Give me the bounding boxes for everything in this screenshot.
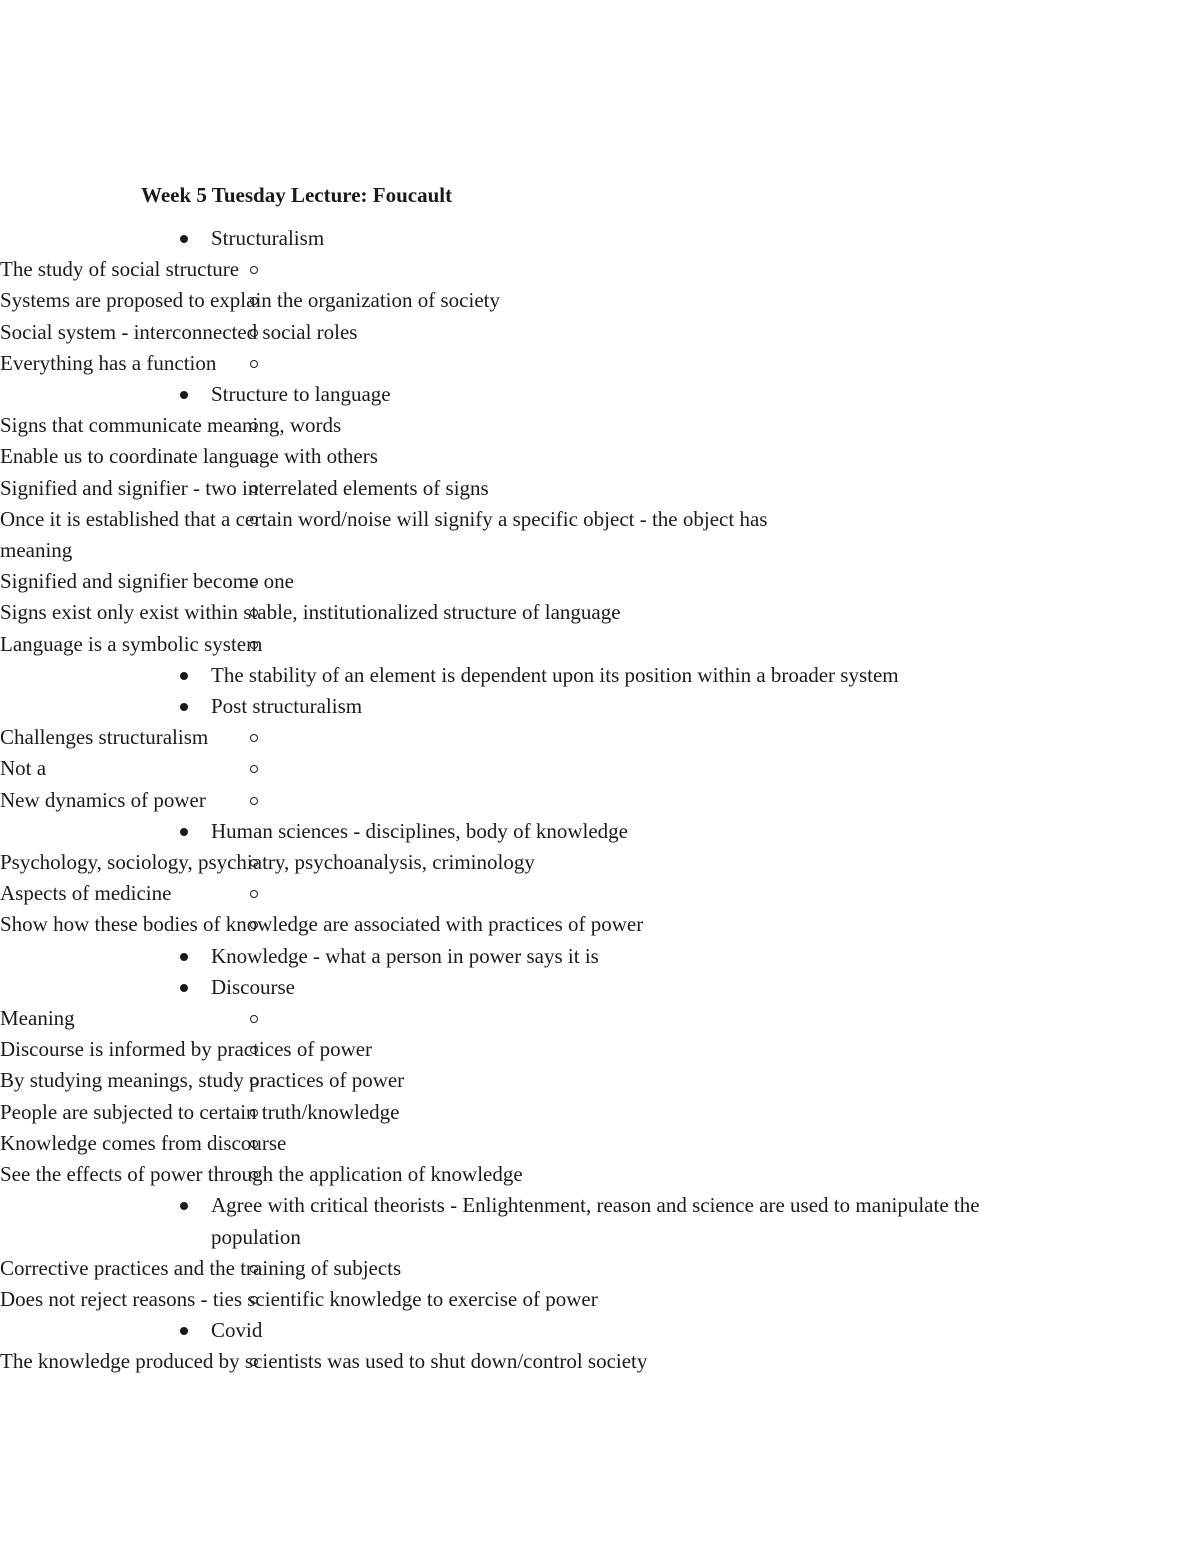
list-item xyxy=(0,816,1200,941)
bullet-outline xyxy=(0,223,1200,1378)
list-item xyxy=(0,223,1200,379)
bullet-text: Structure to language xyxy=(211,382,391,407)
sub-list-item xyxy=(0,317,770,348)
page-title: Week 5 Tuesday Lecture: Foucault xyxy=(141,183,453,207)
hollow-bullet-icon xyxy=(250,485,258,493)
hollow-bullet-icon xyxy=(250,329,258,337)
sub-bullet-text: Signified and signifier - two interrelated elements of signs xyxy=(0,475,489,500)
list-item xyxy=(0,1315,1200,1377)
sub-list xyxy=(0,722,1200,816)
hollow-bullet-icon xyxy=(250,360,258,368)
sub-bullet-text: Does not reject reasons - ties scientific knowledge to exercise of power xyxy=(0,1286,598,1311)
top-level-bullet xyxy=(0,691,1051,722)
sub-list-item xyxy=(0,847,770,878)
hollow-bullet-icon xyxy=(250,734,258,742)
top-level-bullet xyxy=(0,223,1051,254)
hollow-bullet-icon xyxy=(250,266,258,274)
top-level-bullet xyxy=(0,972,1051,1003)
filled-bullet-icon xyxy=(180,828,188,836)
sub-bullet-text: Corrective practices and the training of subjects xyxy=(0,1255,402,1280)
sub-list-item xyxy=(0,785,770,816)
filled-bullet-icon xyxy=(180,984,188,992)
hollow-bullet-icon xyxy=(250,516,258,524)
list-item xyxy=(0,691,1200,816)
sub-list-item xyxy=(0,410,770,441)
sub-bullet-text: The study of social structure xyxy=(0,257,240,282)
filled-bullet-icon xyxy=(180,235,188,243)
sub-list-item xyxy=(0,722,770,753)
sub-list-item xyxy=(0,473,770,504)
sub-list-item xyxy=(0,629,770,660)
sub-bullet-text: Systems are proposed to explain the organization of society xyxy=(0,288,500,313)
bullet-text: Covid xyxy=(211,1318,263,1343)
top-level-bullet xyxy=(0,1190,1051,1252)
sub-bullet-text: Discourse is informed by practices of power xyxy=(0,1037,373,1062)
hollow-bullet-icon xyxy=(250,1015,258,1023)
sub-bullet-text: Meaning xyxy=(0,1006,75,1031)
sub-list-item xyxy=(0,909,770,940)
bullet-text: Discourse xyxy=(211,974,295,999)
sub-list-item xyxy=(0,1128,770,1159)
sub-list xyxy=(0,1346,1200,1377)
sub-bullet-text: Challenges structuralism xyxy=(0,725,209,750)
filled-bullet-icon xyxy=(180,953,188,961)
top-level-bullet xyxy=(0,816,1051,847)
list-item xyxy=(0,972,1200,1190)
list-item xyxy=(0,379,1200,660)
bullet-text: Agree with critical theorists - Enlightenment, reason and science are used to manipulate the population xyxy=(211,1193,980,1249)
filled-bullet-icon xyxy=(180,1327,188,1335)
sub-list-item xyxy=(0,1159,770,1190)
sub-list-item xyxy=(0,1346,770,1377)
sub-list xyxy=(0,410,1200,660)
sub-list xyxy=(0,1253,1200,1315)
sub-bullet-text: Psychology, sociology, psychiatry, psychoanalysis, criminology xyxy=(0,850,535,875)
sub-list-item xyxy=(0,1003,770,1034)
sub-bullet-text: Signs exist only exist within stable, institutionalized structure of language xyxy=(0,600,621,625)
sub-bullet-text: Enable us to coordinate language with others xyxy=(0,444,378,469)
hollow-bullet-icon xyxy=(250,797,258,805)
hollow-bullet-icon xyxy=(250,859,258,867)
hollow-bullet-icon xyxy=(250,1265,258,1273)
sub-bullet-text: By studying meanings, study practices of power xyxy=(0,1068,405,1093)
hollow-bullet-icon xyxy=(250,1109,258,1117)
filled-bullet-icon xyxy=(180,391,188,399)
sub-list-item xyxy=(0,1034,770,1065)
hollow-bullet-icon xyxy=(250,890,258,898)
sub-bullet-text: Knowledge comes from discourse xyxy=(0,1130,287,1155)
sub-bullet-text: People are subjected to certain truth/knowledge xyxy=(0,1099,400,1124)
sub-list-item xyxy=(0,254,770,285)
sub-list-item xyxy=(0,1253,770,1284)
top-level-bullet xyxy=(0,379,1051,410)
sub-list-item xyxy=(0,441,770,472)
filled-bullet-icon xyxy=(180,672,188,680)
filled-bullet-icon xyxy=(180,703,188,711)
sub-list-item xyxy=(0,1097,770,1128)
sub-list-item xyxy=(0,1065,770,1096)
sub-bullet-text: Social system - interconnected social roles xyxy=(0,319,358,344)
sub-list xyxy=(0,254,1200,379)
hollow-bullet-icon xyxy=(250,1296,258,1304)
sub-list-item xyxy=(0,753,770,784)
sub-list-item xyxy=(0,504,770,566)
sub-list xyxy=(0,847,1200,941)
bullet-text: Knowledge - what a person in power says it is xyxy=(211,943,599,968)
bullet-text: Post structuralism xyxy=(211,694,363,719)
sub-bullet-text: Signified and signifier become one xyxy=(0,569,294,594)
sub-list xyxy=(0,1003,1200,1190)
hollow-bullet-icon xyxy=(250,765,258,773)
hollow-bullet-icon xyxy=(250,1140,258,1148)
filled-bullet-icon xyxy=(180,1202,188,1210)
sub-bullet-text: Show how these bodies of knowledge are associated with practices of power xyxy=(0,912,644,937)
bullet-text: The stability of an element is dependent upon its position within a broader system xyxy=(211,662,899,687)
hollow-bullet-icon xyxy=(250,641,258,649)
sub-bullet-text: Signs that communicate meaning, words xyxy=(0,413,342,438)
sub-list-item xyxy=(0,566,770,597)
list-item xyxy=(0,660,1200,691)
sub-bullet-text: Everything has a function xyxy=(0,350,217,375)
top-level-bullet xyxy=(0,941,1051,972)
sub-bullet-text: Language is a symbolic system xyxy=(0,631,263,656)
top-level-bullet xyxy=(0,660,1051,691)
sub-bullet-text: New dynamics of power xyxy=(0,787,206,812)
sub-bullet-text: The knowledge produced by scientists was used to shut down/control society xyxy=(0,1349,648,1374)
list-item xyxy=(0,941,1200,972)
bullet-text: Human sciences - disciplines, body of knowledge xyxy=(211,818,628,843)
sub-bullet-text: See the effects of power through the application of knowledge xyxy=(0,1162,523,1187)
sub-list-item xyxy=(0,348,770,379)
sub-bullet-text: Not a xyxy=(0,756,47,781)
bullet-text: Structuralism xyxy=(211,226,325,250)
sub-list-item xyxy=(0,597,770,628)
sub-bullet-text: Aspects of medicine xyxy=(0,881,172,906)
sub-list-item xyxy=(0,878,770,909)
sub-list-item xyxy=(0,285,770,316)
sub-list-item xyxy=(0,1284,770,1315)
top-level-bullet xyxy=(0,1315,1051,1346)
list-item xyxy=(0,1190,1200,1315)
sub-bullet-text: Once it is established that a certain word/noise will signify a specific object - the object has meaning xyxy=(0,506,768,563)
